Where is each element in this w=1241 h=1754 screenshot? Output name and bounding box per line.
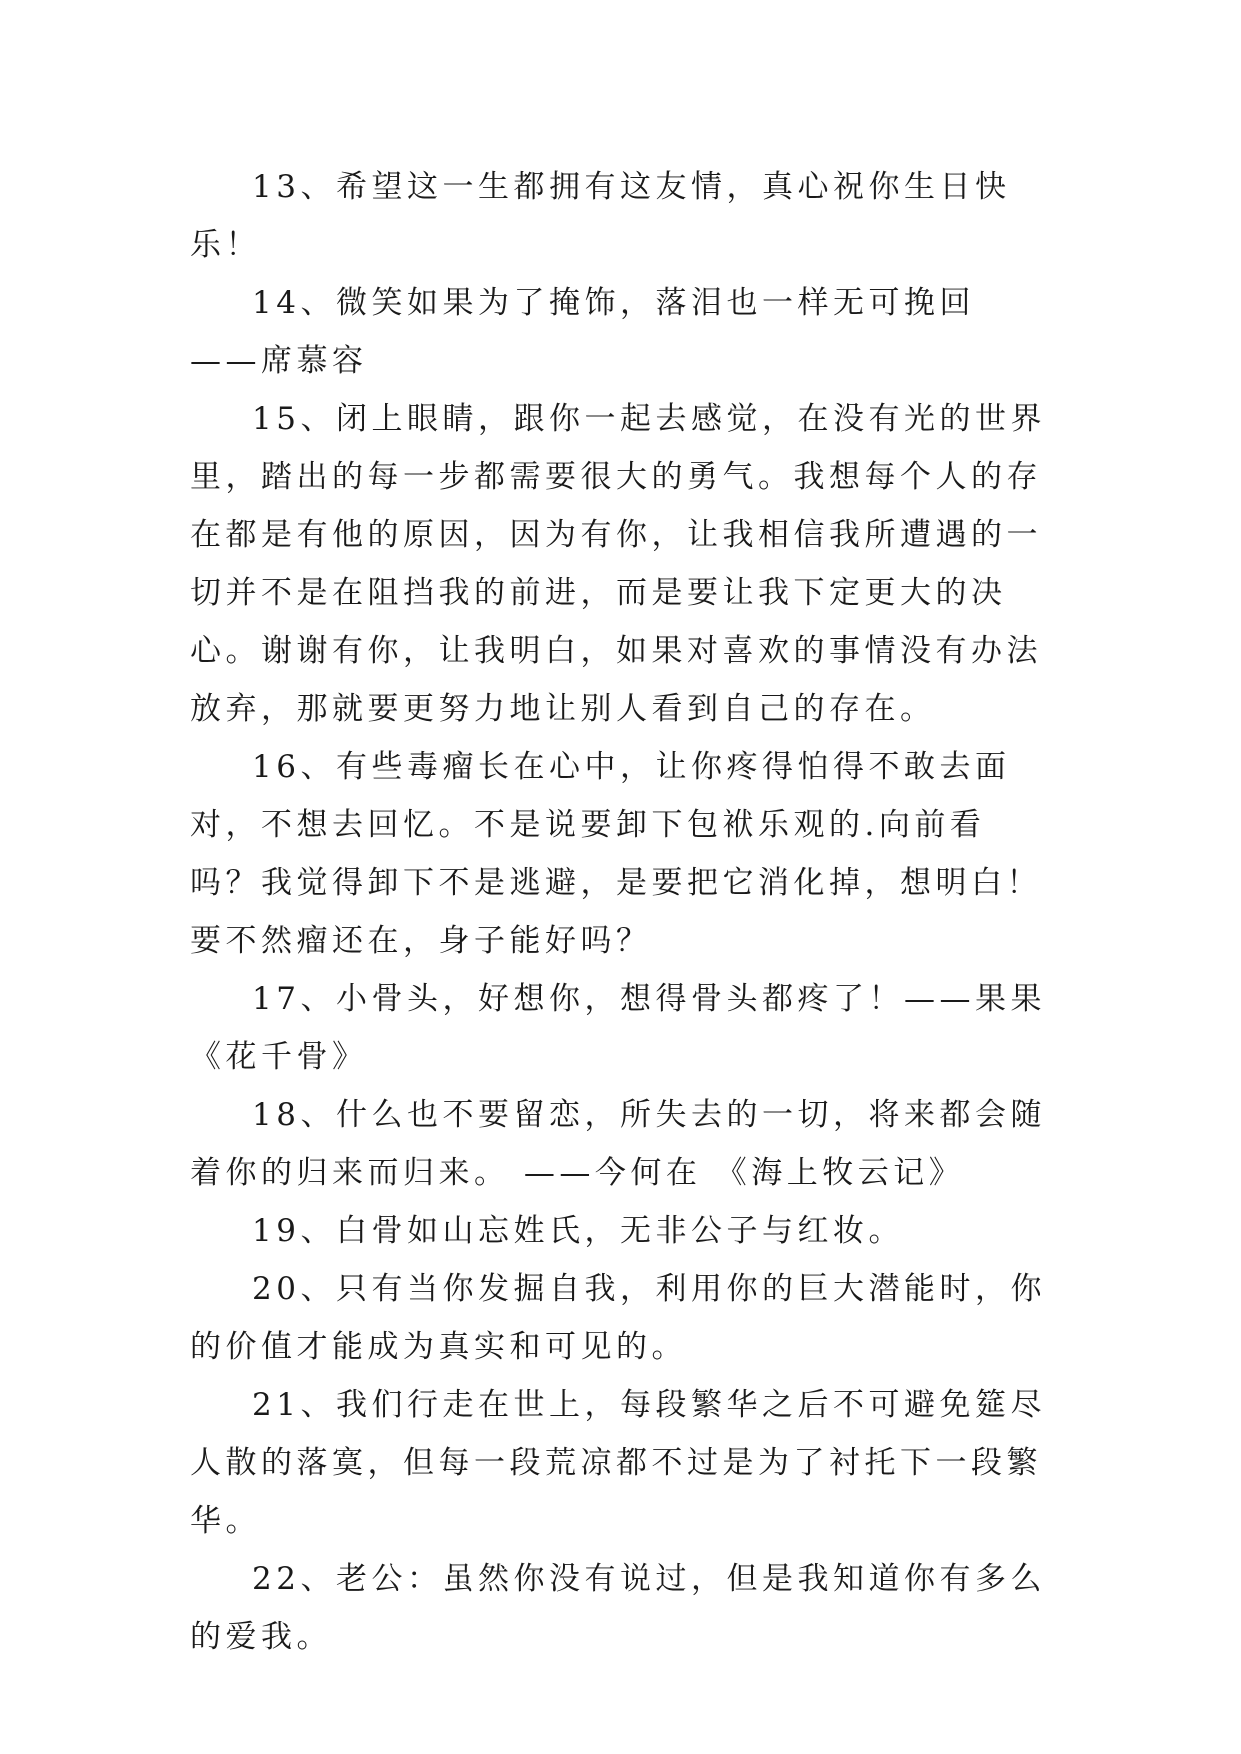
- paragraph-20: 20、只有当你发掘自我，利用你的巨大潜能时，你的价值才能成为真实和可见的。: [190, 1271, 1046, 1365]
- paragraph-22: 22、老公：虽然你没有说过，但是我知道你有多么的爱我。: [190, 1561, 1046, 1655]
- paragraph-15: 15、闭上眼睛，跟你一起去感觉，在没有光的世界里，踏出的每一步都需要很大的勇气。我想每个人的存在都是有他的原因，因为有你，让我相信我所遭遇的一切并不是在阻挡我的前进，而是要让我下定更大的决心。谢谢有你，让我明白，如果对喜欢的事情没有办法放弃，那就要更努力地让别人看到自己的存在。: [190, 401, 1046, 727]
- paragraph-14: 14、微笑如果为了掩饰，落泪也一样无可挽回 ——席慕容: [190, 285, 990, 379]
- paragraph-19: 19、白骨如山忘姓氏，无非公子与红妆。: [252, 1213, 904, 1249]
- paragraph-21: 21、我们行走在世上，每段繁华之后不可避免筵尽人散的落寞，但每一段荒凉都不过是为了衬托下一段繁华。: [190, 1387, 1046, 1539]
- paragraph-13: 13、希望这一生都拥有这友情，真心祝你生日快乐！: [190, 169, 1011, 263]
- document-body: [190, 158, 1061, 1666]
- paragraph-16: 16、有些毒瘤长在心中，让你疼得怕得不敢去面对，不想去回忆。不是说要卸下包袱乐观的.向前看吗？我觉得卸下不是逃避，是要把它消化掉，想明白！要不然瘤还在，身子能好吗？: [190, 749, 1042, 959]
- paragraph-17: 17、小骨头，好想你，想得骨头都疼了！——果果 《花千骨》: [190, 981, 1061, 1075]
- paragraph-18: 18、什么也不要留恋，所失去的一切，将来都会随着你的归来而归来。 ——今何在 《海上牧云记》: [190, 1097, 1046, 1191]
